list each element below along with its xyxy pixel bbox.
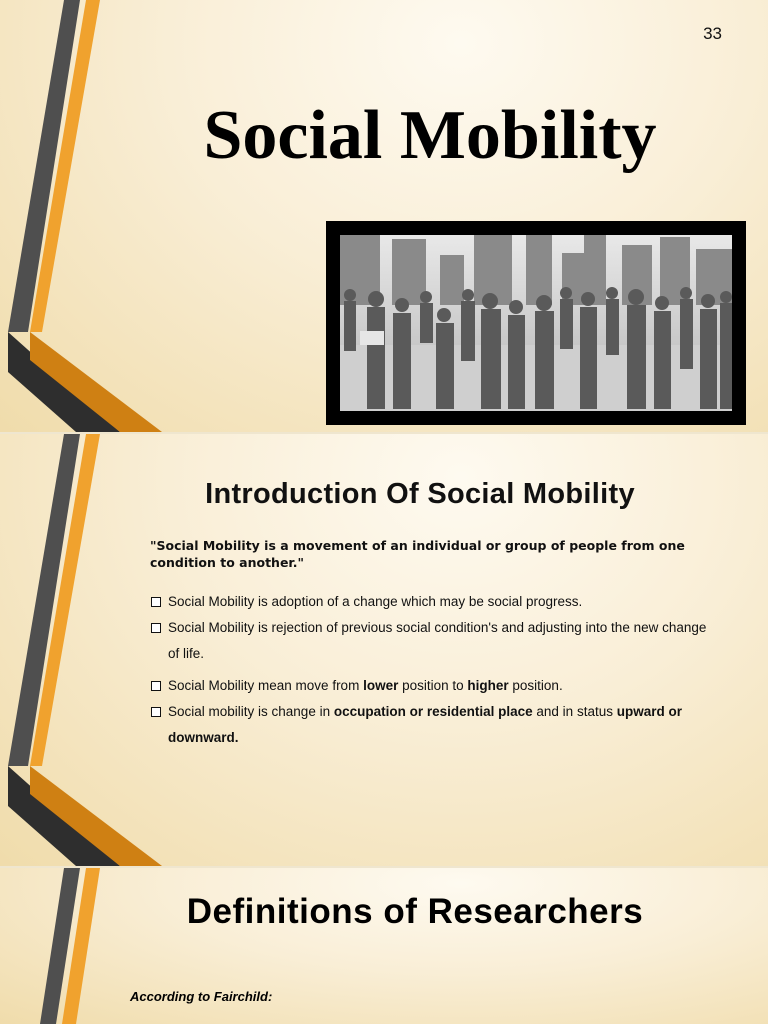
checkbox-bullet-icon	[151, 597, 161, 607]
slide-title: Introduction Of Social Mobility	[205, 478, 635, 510]
attribution-label: According to Fairchild:	[130, 989, 273, 1004]
slide-title: Social Mobility	[203, 97, 657, 174]
bullet-text: position to	[398, 678, 468, 693]
checkbox-bullet-icon	[151, 707, 161, 717]
bullet-text: Social Mobility mean move from	[168, 678, 364, 693]
bullet-item	[150, 673, 710, 699]
page-number: 33	[703, 24, 722, 43]
bullet-list	[150, 589, 710, 751]
bullet-text: occupation or residential place	[333, 704, 533, 719]
photo-frame	[326, 221, 746, 425]
bullet-text: and in status	[532, 704, 617, 719]
bullet-text: lower	[363, 678, 399, 693]
bullet-text: Social Mobility is rejection of previous social condition's and adjusting into the new change of life.	[168, 620, 707, 661]
bullet-text: Social mobility is change in	[168, 704, 334, 719]
bullet-text: higher	[467, 678, 509, 693]
bullet-item	[150, 615, 710, 667]
bullet-text: position.	[508, 678, 563, 693]
bullet-text: Social Mobility is adoption of a change which may be social progress.	[168, 594, 583, 609]
slide-title: Definitions of Researchers	[186, 892, 644, 931]
crowd-photo-icon	[340, 235, 732, 411]
definition-quote: "Social Mobility is a movement of an individual or group of people from one condition to another."	[150, 538, 685, 570]
decorative-stripes-icon	[0, 868, 120, 1024]
bullet-item	[150, 699, 710, 751]
slide-1	[0, 0, 768, 432]
decorative-stripes-icon	[0, 0, 200, 432]
checkbox-bullet-icon	[151, 623, 161, 633]
bullet-text: upward or downward.	[168, 704, 682, 745]
slide-3	[0, 868, 768, 1024]
slide-2	[0, 434, 768, 866]
checkbox-bullet-icon	[151, 681, 161, 691]
bullet-item	[150, 589, 710, 615]
